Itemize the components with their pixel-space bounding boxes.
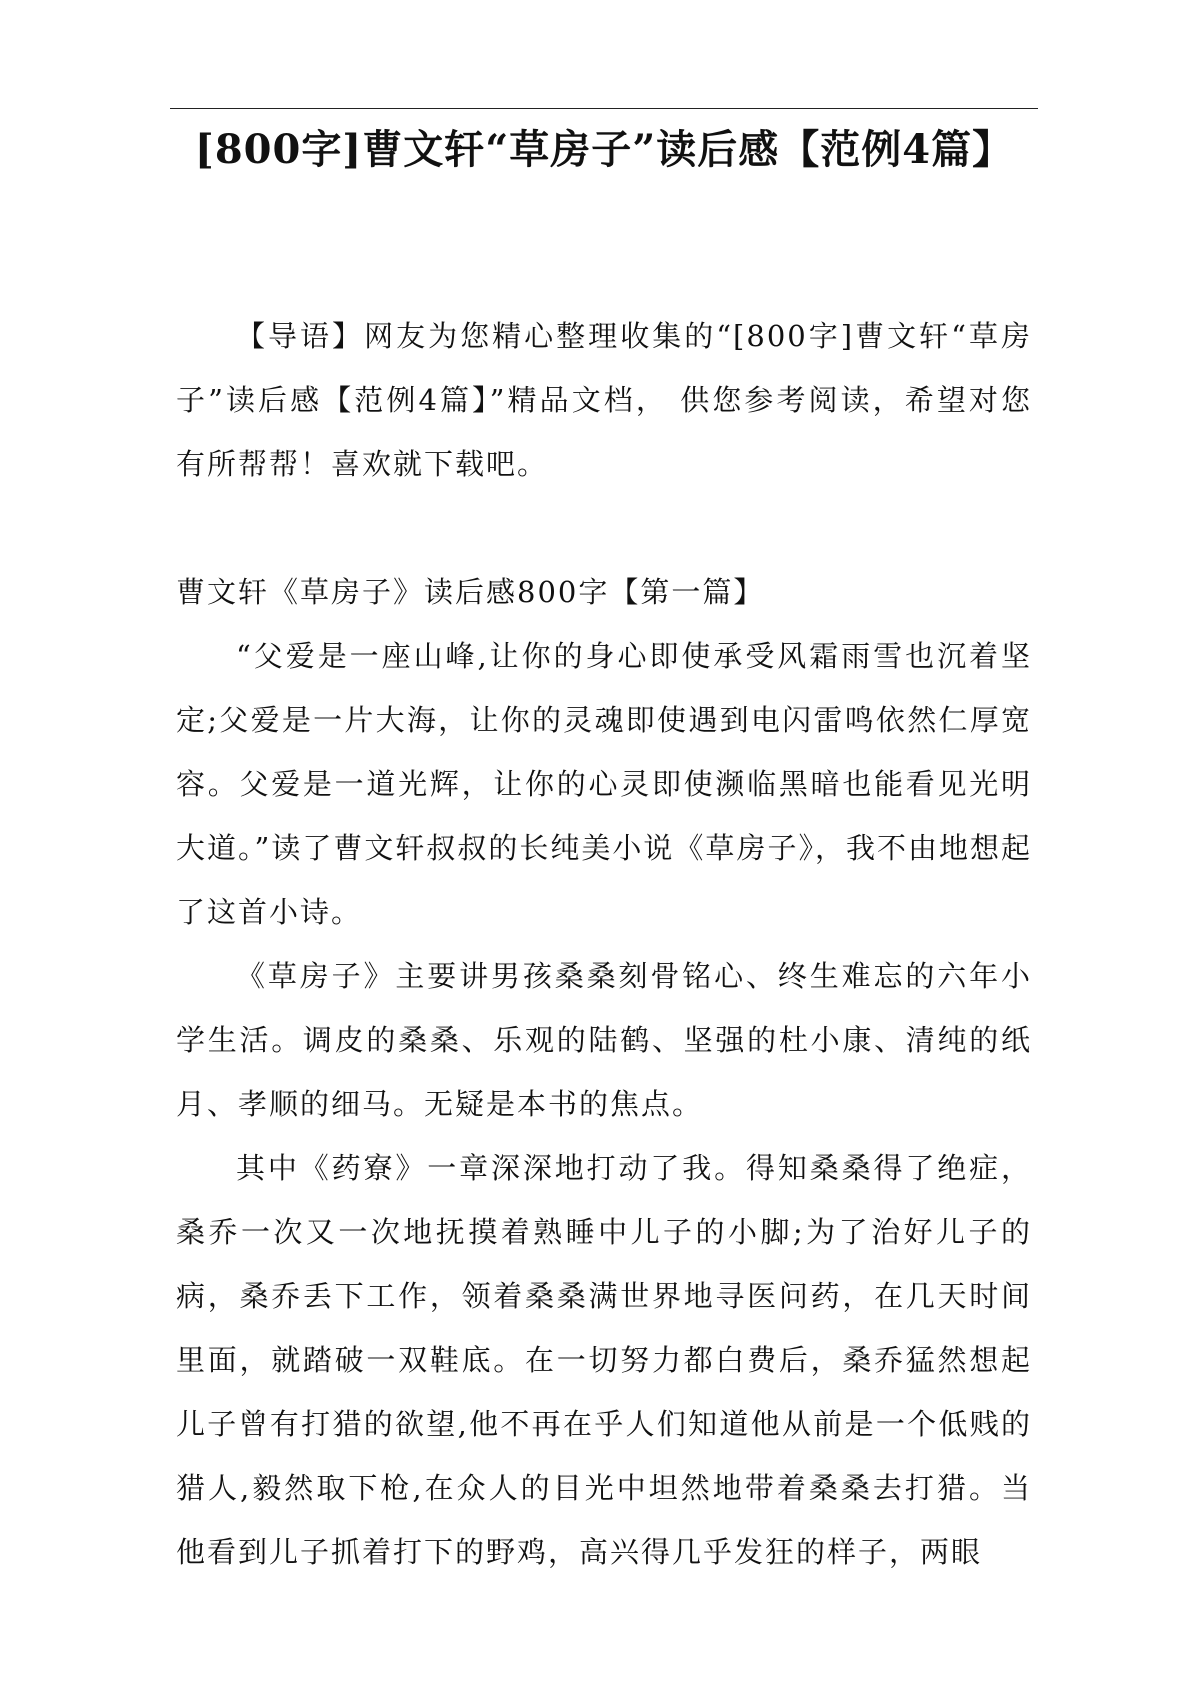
- intro-paragraph: 【导语】网友为您精心整理收集的“[800字]曹文轩“草房子”读后感【范例4篇】”精品文档， 供您参考阅读，希望对您有所帮帮！喜欢就下载吧。: [176, 319, 1032, 481]
- header-rule: [170, 108, 1038, 109]
- chapter-heading: 曹文轩《草房子》读后感800字【第一篇】: [176, 575, 765, 609]
- body-paragraph: “父爱是一座山峰,让你的身心即使承受风霜雨雪也沉着坚定;父爱是一片大海，让你的灵魂即使遇到电闪雷鸣依然仁厚宽容。父爱是一道光辉，让你的心灵即使濒临黑暗也能看见光明大道。”读了曹文轩叔叔的长纯美小说《草房子》，我不由地想起了这首小诗。: [176, 639, 1032, 929]
- document-title: [800字]曹文轩“草房子”读后感【范例4篇】: [194, 126, 1014, 173]
- body-paragraph: 其中《药寮》一章深深地打动了我。得知桑桑得了绝症，桑乔一次又一次地抚摸着熟睡中儿子的小脚;为了治好儿子的病，桑乔丢下工作，领着桑桑满世界地寻医问药，在几天时间里面，就踏破一双鞋底。在一切努力都白费后，桑乔猛然想起儿子曾有打猎的欲望,他不再在乎人们知道他从前是一个低贱的猎人,毅然取下枪,在众人的目光中坦然地带着桑桑去打猎。当他看到儿子抓着打下的野鸡，高兴得几乎发狂的样子，两眼: [176, 1151, 1032, 1569]
- body-paragraph: 《草房子》主要讲男孩桑桑刻骨铭心、终生难忘的六年小学生活。调皮的桑桑、乐观的陆鹤、坚强的杜小康、清纯的纸月、孝顺的细马。无疑是本书的焦点。: [176, 959, 1032, 1121]
